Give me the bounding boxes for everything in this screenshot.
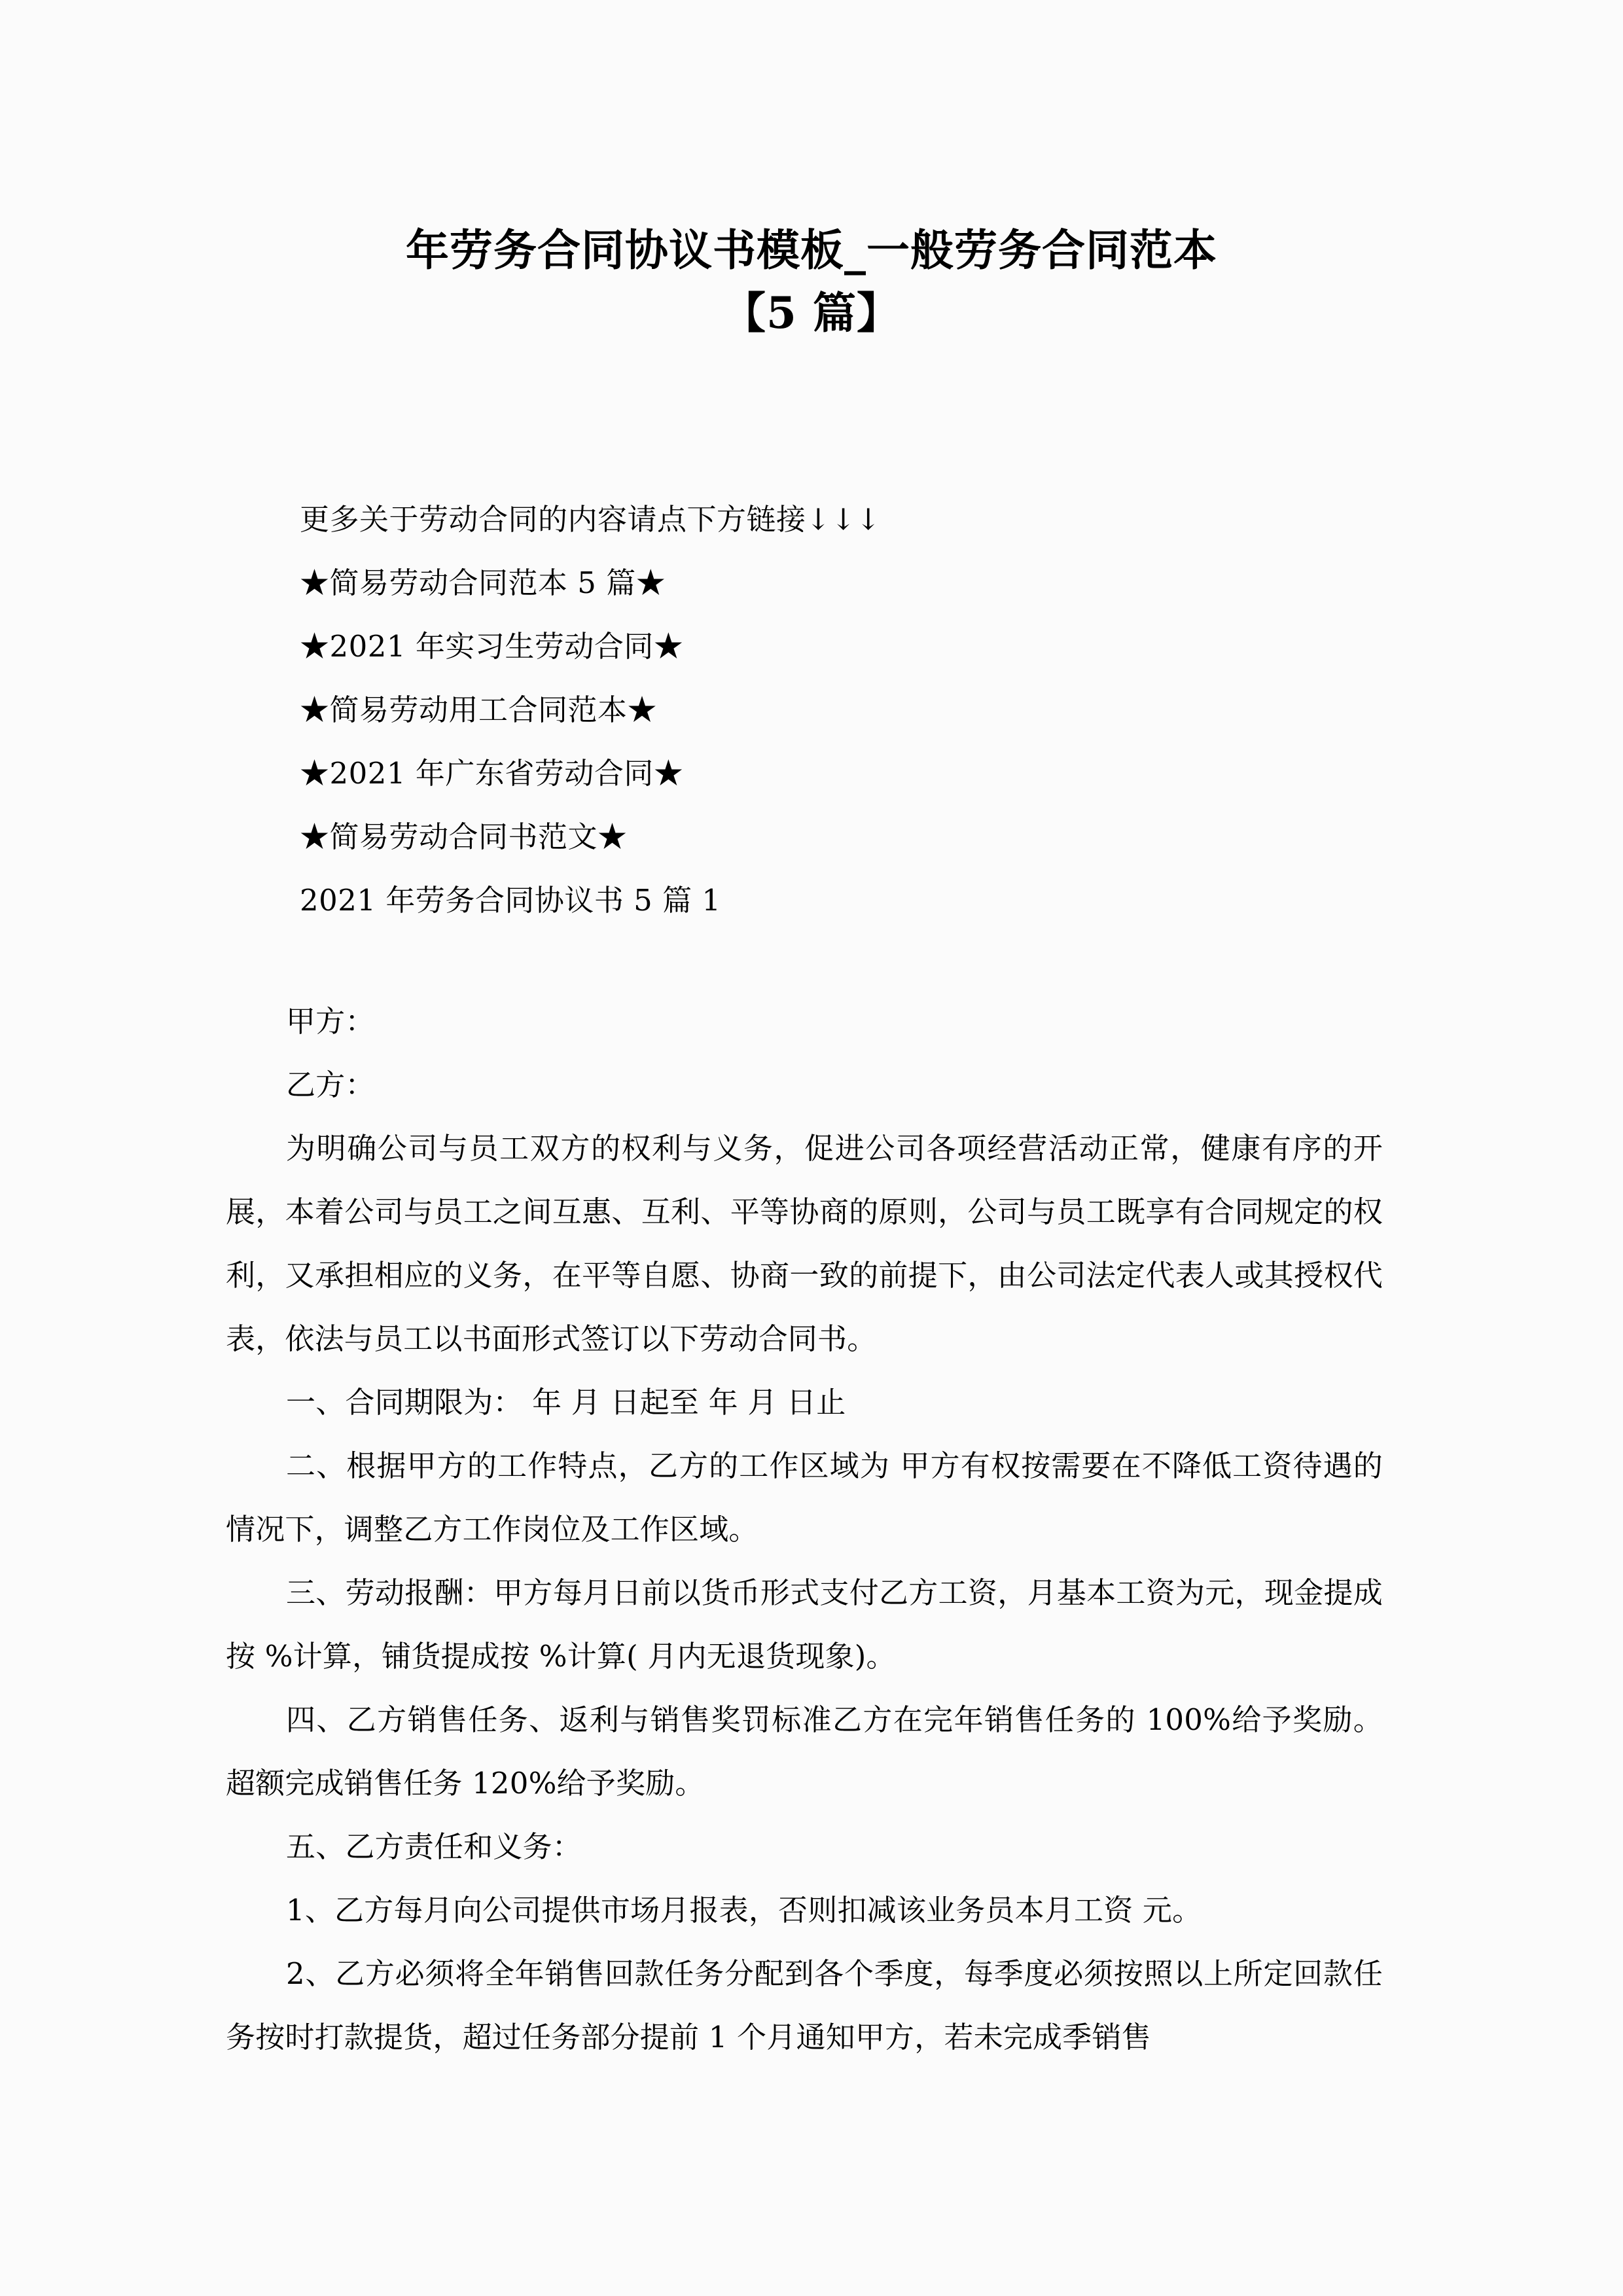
related-link-item[interactable]: ★简易劳动合同书范文★ [300, 819, 628, 854]
clause-item-4: 四、乙方销售任务、返利与销售奖罚标准乙方在完年销售任务的 100%给予奖励。超额完成销售任务 120%给予奖励。 [226, 1702, 1383, 1801]
related-link-item[interactable]: ★2021 年广东省劳动合同★ [300, 756, 684, 791]
clause-item-3: 三、劳动报酬：甲方每月日前以货币形式支付乙方工资，月基本工资为元，现金提成按 %计算，铺货提成按 %计算( 月内无退货现象)。 [226, 1575, 1383, 1674]
related-link-item[interactable]: ★2021 年实习生劳动合同★ [300, 629, 684, 664]
clause-item-5: 五、乙方责任和义务： [286, 1829, 582, 1864]
preamble-paragraph: 为明确公司与员工双方的权利与义务，促进公司各项经营活动正常，健康有序的开展，本着公司与员工之间互惠、互利、平等协商的原则，公司与员工既享有合同规定的权利，又承担相应的义务，在平等自愿、协商一致的前提下，由公司法定代表人或其授权代表，依法与员工以书面形式签订以下劳动合同书。 [226, 1131, 1383, 1356]
section-heading: 2021 年劳务合同协议书 5 篇 1 [300, 883, 721, 918]
page-title [216, 219, 1407, 344]
clause-item-1: 一、合同期限为： 年 月 日起至 年 月 日止 [286, 1385, 846, 1420]
title-line-1: 年劳务合同协议书模板_一般劳务合同范本 [406, 224, 1217, 276]
related-links-block [300, 488, 1386, 932]
title-line-2: 【5 篇】 [722, 287, 901, 339]
party-a-label: 甲方： [286, 1004, 375, 1039]
clause-item-2: 二、根据甲方的工作特点，乙方的工作区域为 甲方有权按需要在不降低工资待遇的情况下，调整乙方工作岗位及工作区域。 [226, 1448, 1383, 1547]
clause-sub-item-1: 1、乙方每月向公司提供市场月报表，否则扣减该业务员本月工资 元。 [286, 1893, 1202, 1928]
party-b-label: 乙方： [286, 1067, 375, 1102]
related-link-item[interactable]: ★简易劳动用工合同范本★ [300, 692, 658, 727]
related-link-item[interactable]: ★简易劳动合同范本 5 篇★ [300, 565, 666, 600]
related-links-intro: 更多关于劳动合同的内容请点下方链接↓↓↓ [300, 502, 882, 537]
contract-body [226, 990, 1383, 2069]
clause-sub-item-2: 2、乙方必须将全年销售回款任务分配到各个季度，每季度必须按照以上所定回款任务按时打款提货，超过任务部分提前 1 个月通知甲方，若未完成季销售 [226, 1956, 1383, 2054]
